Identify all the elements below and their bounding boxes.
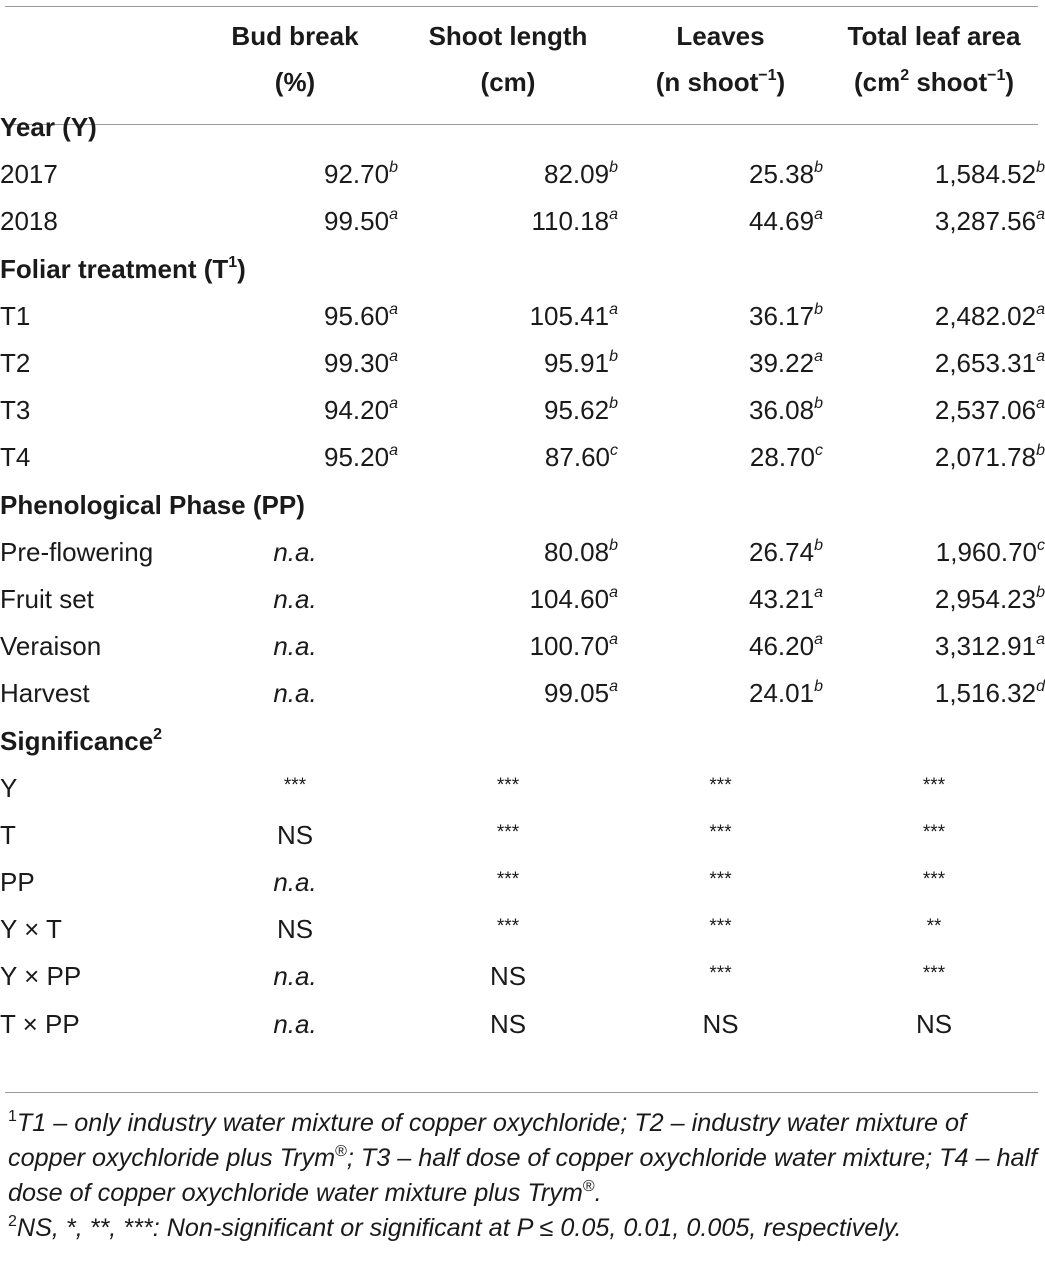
cell-leaves: 43.21$^a$: [749, 583, 823, 614]
cell-shoot-length: 105.41$^a$: [529, 300, 618, 331]
section-significance: Significance$^2$: [0, 725, 163, 756]
footnote-2: [8, 1211, 1038, 1246]
row-label: T3: [0, 395, 31, 426]
cell-leaves: 28.70$^c$: [749, 442, 823, 473]
cell-leaves: ***: [709, 821, 732, 843]
row-label: Pre-flowering: [0, 536, 154, 567]
cell-shoot-length: 110.18$^a$: [531, 206, 618, 237]
header-leaves: Leaves: [676, 20, 765, 51]
area-unit-exp: −1: [987, 66, 1006, 84]
cell-leaves: 36.17$^b$: [749, 300, 823, 331]
cell-shoot-length: 80.08$^b$: [544, 536, 618, 567]
cell-bud-break: NS: [276, 819, 314, 850]
cell-leaf-area: 2,071.78$^b$: [934, 442, 1045, 473]
cell-shoot-length: 95.91$^b$: [544, 348, 618, 379]
cell-shoot-length: 95.62$^b$: [544, 395, 618, 426]
cell-leaf-area: 1,516.32$^d$: [934, 678, 1045, 709]
cell-leaf-area: 2,537.06$^a$: [934, 395, 1045, 426]
cell-leaf-area: 3,287.56$^a$: [934, 206, 1045, 237]
table-row: [0, 340, 1045, 387]
cell-shoot-length: 99.05$^a$: [544, 678, 618, 709]
cell-leaves: 24.01$^b$: [749, 678, 823, 709]
row-label: T: [0, 819, 16, 850]
row-label: T2: [0, 348, 31, 379]
registered-mark: ®: [582, 1178, 595, 1195]
section-row-treatment: [0, 246, 1045, 293]
cell-leaf-area: NS: [915, 1008, 953, 1039]
cell-leaf-area: 2,482.02$^a$: [934, 300, 1045, 331]
footnote-2-text: NS, *, **, ***: Non-significant or significant at P ≤ 0.05, 0.01, 0.005, respectively.: [16, 1214, 902, 1242]
row-label: Fruit set: [0, 583, 94, 614]
table-row: [0, 1001, 1045, 1048]
header-leaf-area-unit: [823, 60, 1045, 104]
footnote-1-text-a: T1 – only industry water mixture of copper oxychloride; T2 – industry water mixture of copper oxychloride plus Trym: [8, 1109, 967, 1172]
cell-shoot-length: NS: [489, 1008, 527, 1039]
cell-leaf-area: 1,960.70$^c$: [935, 536, 1045, 567]
cell-shoot-length: 100.70$^a$: [529, 631, 618, 662]
table-row: [0, 434, 1045, 481]
header-empty-2: [0, 60, 192, 104]
row-label: Y: [0, 772, 18, 803]
cell-bud-break: n.a.: [273, 867, 317, 898]
section-treatment: Foliar treatment $(T^1)$: [0, 253, 246, 284]
table-row: [0, 529, 1045, 576]
cell-bud-break: ***: [283, 774, 307, 796]
table-row: [0, 293, 1045, 340]
table-row: [0, 151, 1045, 198]
header-empty: [0, 0, 192, 60]
cell-leaf-area: 3,312.91$^a$: [934, 631, 1045, 662]
cell-bud-break: n.a.: [273, 631, 317, 662]
cell-shoot-length: ***: [496, 821, 520, 843]
row-label: T × PP: [0, 1008, 80, 1039]
cell-bud-break: n.a.: [273, 1008, 317, 1039]
row-label: 2017: [0, 159, 58, 190]
header-shoot-length: Shoot length: [428, 20, 588, 51]
footnote-1-text-b: ; T3 – half dose of copper oxychloride water mixture; T4 – half dose of copper oxychloride water mixture plus Trym: [8, 1144, 1038, 1207]
row-label: Y × T: [0, 914, 62, 945]
footnote-2-mark: 2: [8, 1213, 17, 1230]
cell-bud-break: 94.20$^a$: [324, 395, 398, 426]
cell-shoot-length: 104.60$^a$: [529, 583, 618, 614]
row-label: 2018: [0, 206, 58, 237]
row-label: Veraison: [0, 631, 102, 662]
cell-shoot-length: 87.60$^c$: [544, 442, 618, 473]
cell-bud-break: NS: [276, 914, 314, 945]
cell-leaves: ***: [709, 963, 732, 985]
section-phase: Phenological Phase (PP): [0, 489, 305, 520]
cell-bud-break: n.a.: [273, 583, 317, 614]
area-unit-shoot: shoot: [909, 66, 988, 97]
table-row: [0, 670, 1045, 717]
cell-leaves: 25.38$^b$: [749, 159, 823, 190]
table-row: [0, 953, 1045, 1000]
header-row-1: [0, 0, 1045, 60]
header-shoot-length-unit: (cm): [480, 66, 536, 97]
header-bud-break: Bud break: [231, 20, 359, 51]
header-row-2: [0, 60, 1045, 104]
cell-leaf-area: ***: [922, 821, 946, 843]
cell-leaf-area: ***: [922, 963, 946, 985]
leaves-unit-text: (n shoot: [655, 66, 759, 97]
table-footnotes: [8, 1106, 1038, 1246]
area-unit-sq: 2: [900, 66, 910, 84]
table-row: [0, 623, 1045, 670]
area-unit-close: ): [1005, 66, 1015, 97]
cell-leaves: ***: [709, 869, 732, 891]
cell-bud-break: n.a.: [273, 678, 317, 709]
cell-leaf-area: 2,954.23$^b$: [934, 583, 1045, 614]
cell-leaf-area: 2,653.31$^a$: [934, 348, 1045, 379]
table-row: [0, 198, 1045, 245]
cell-bud-break: 92.70$^b$: [324, 159, 398, 190]
row-label: Y × PP: [0, 961, 82, 992]
table-row: [0, 765, 1045, 812]
cell-bud-break: 95.60$^a$: [324, 300, 398, 331]
cell-bud-break: 99.30$^a$: [324, 348, 398, 379]
table-row: [0, 906, 1045, 953]
section-row-phase: [0, 482, 1045, 529]
cell-leaves: ***: [709, 774, 732, 796]
footnote-1-mark: 1: [8, 1108, 17, 1125]
cell-leaves: NS: [702, 1008, 739, 1039]
cell-shoot-length: ***: [496, 916, 520, 938]
cell-bud-break: n.a.: [273, 961, 317, 992]
cell-leaf-area: 1,584.52$^b$: [934, 159, 1045, 190]
table-row: [0, 387, 1045, 434]
row-label: Harvest: [0, 678, 90, 709]
cell-leaf-area: ***: [922, 774, 946, 796]
leaves-unit-close: ): [776, 66, 786, 97]
section-year: Year (Y): [0, 112, 97, 143]
cell-leaves: ***: [709, 916, 732, 938]
header-bud-break-unit: (%): [274, 66, 316, 97]
area-unit-cm: (cm: [853, 66, 901, 97]
cell-bud-break: n.a.: [273, 536, 317, 567]
cell-leaf-area: ***: [922, 869, 946, 891]
registered-mark: ®: [335, 1143, 347, 1160]
header-total-leaf-area: Total leaf area: [847, 20, 1021, 51]
cell-leaves: 46.20$^a$: [749, 631, 823, 662]
cell-bud-break: 99.50$^a$: [324, 206, 398, 237]
table-bottom-rule: [5, 1092, 1038, 1093]
leaves-unit-exp: −1: [758, 66, 777, 84]
table-row: [0, 812, 1045, 859]
section-row-year: [0, 104, 1045, 151]
cell-leaves: 44.69$^a$: [749, 206, 823, 237]
cell-leaves: 26.74$^b$: [749, 536, 823, 567]
cell-shoot-length: ***: [496, 869, 520, 891]
cell-bud-break: 95.20$^a$: [324, 442, 398, 473]
cell-leaves: 36.08$^b$: [749, 395, 823, 426]
row-label: T4: [0, 442, 31, 473]
cell-leaves: 39.22$^a$: [749, 348, 823, 379]
section-row-significance: [0, 717, 1045, 764]
table-row: [0, 859, 1045, 906]
cell-shoot-length: 82.09$^b$: [544, 159, 618, 190]
cell-shoot-length: ***: [496, 774, 520, 796]
cell-shoot-length: NS: [489, 961, 527, 992]
row-label: PP: [0, 867, 35, 898]
footnote-1-text-c: .: [594, 1179, 602, 1207]
table-row: [0, 576, 1045, 623]
cell-leaf-area: **: [926, 916, 942, 938]
footnote-1: [8, 1106, 1038, 1211]
row-label: T1: [0, 300, 31, 331]
header-leaves-unit: [618, 60, 823, 104]
